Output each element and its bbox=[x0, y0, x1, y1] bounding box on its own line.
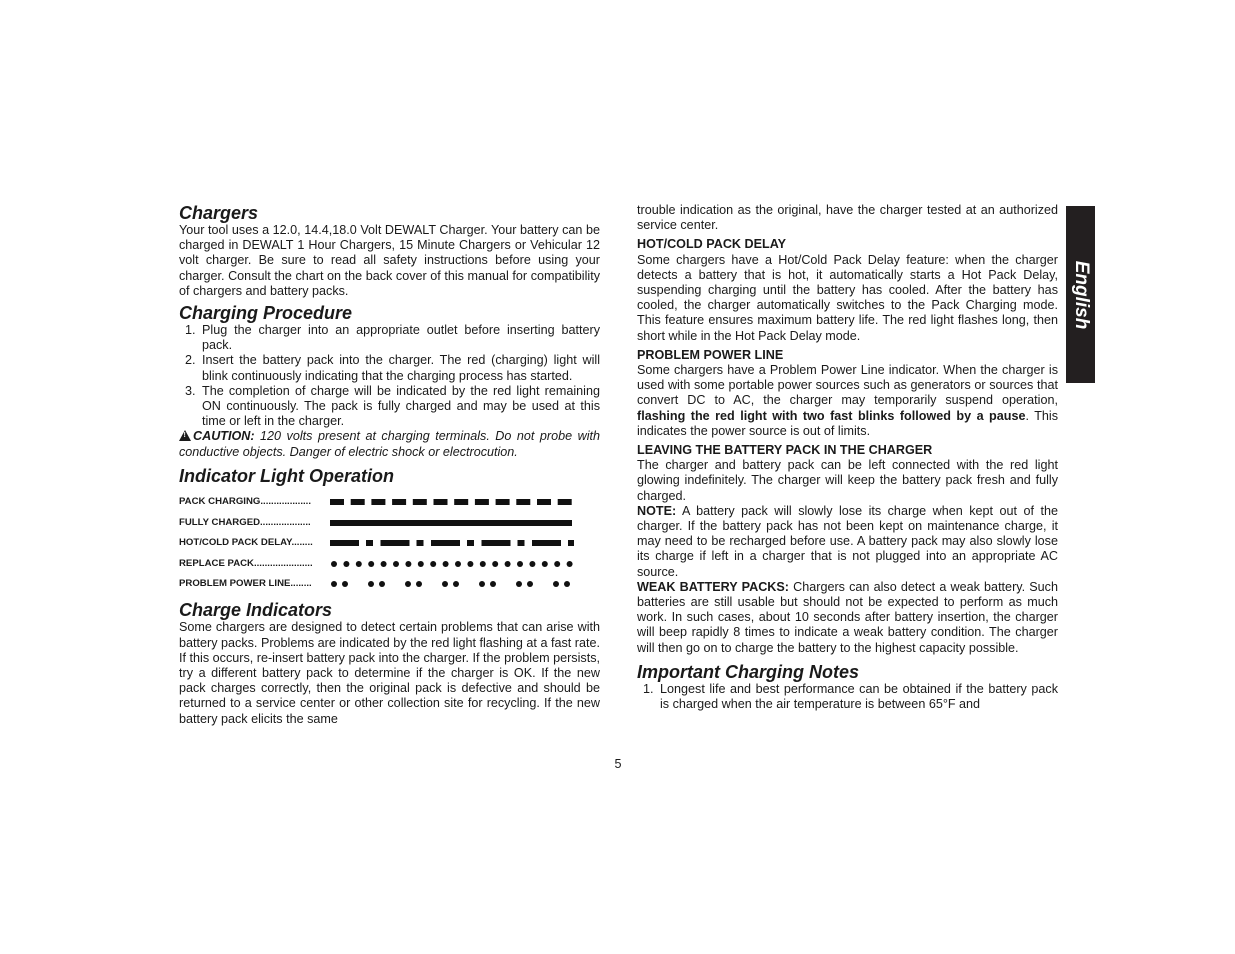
indicator-mark bbox=[527, 581, 533, 587]
indicator-mark bbox=[532, 540, 561, 546]
indicator-mark bbox=[368, 581, 374, 587]
hot-cold-body: Some chargers have a Hot/Cold Pack Delay feature: when the charger detects a battery that is hot, it automatically starts a Hot Pack Delay, suspending charging until the battery has cooled. After the battery has cooled, the charger automatically switches to the Pack Charging mode. This feature ensures maximum battery life. The red light flashes long, then short while in the Hot Pack Delay mode. bbox=[637, 252, 1058, 343]
indicator-mark bbox=[517, 561, 523, 567]
indicator-label: REPLACE PACK...................... bbox=[179, 557, 313, 569]
indicator-mark bbox=[537, 499, 551, 505]
indicator-mark bbox=[416, 581, 422, 587]
indicator-mark bbox=[516, 499, 530, 505]
indicator-mark bbox=[564, 581, 570, 587]
indicator-mark bbox=[490, 581, 496, 587]
indicator-mark bbox=[482, 540, 511, 546]
indicator-row bbox=[179, 512, 600, 533]
charging-procedure-steps bbox=[179, 323, 600, 429]
caution-note bbox=[179, 429, 600, 459]
indicator-mark bbox=[553, 581, 559, 587]
indicator-mark bbox=[356, 561, 362, 567]
indicator-mark bbox=[529, 561, 535, 567]
indicator-pattern-dash bbox=[330, 497, 574, 507]
indicator-mark bbox=[418, 561, 424, 567]
language-tab bbox=[1066, 206, 1095, 383]
important-notes-heading: Important Charging Notes bbox=[637, 661, 860, 682]
indicator-mark bbox=[368, 561, 374, 567]
indicator-mark bbox=[342, 581, 348, 587]
indicator-mark bbox=[405, 561, 411, 567]
indicator-mark bbox=[443, 561, 449, 567]
indicator-mark bbox=[379, 581, 385, 587]
indicator-label: HOT/COLD PACK DELAY........ bbox=[179, 537, 313, 549]
page-number: 5 bbox=[614, 757, 622, 771]
indicator-mark bbox=[417, 540, 424, 546]
indicator-mark bbox=[455, 561, 461, 567]
indicator-pattern-dots bbox=[330, 559, 574, 569]
procedure-step-2: 2. Insert the battery pack into the charger. The red (charging) light will blink continuously indicating that the charging process has started. bbox=[185, 353, 600, 383]
indicator-row bbox=[179, 533, 600, 554]
weak-battery-paragraph: WEAK BATTERY PACKS: Chargers can also detect a weak battery. Such batteries are still usable but should not be expected to perform as much work. In such cases, about 10 seconds after battery insertion, the charger will beep rapidly 8 times to indicate a weak battery condition. The charger will then go on to charge the battery to the highest capacity possible. bbox=[637, 579, 1058, 655]
hot-cold-heading: HOT/COLD PACK DELAY bbox=[637, 237, 787, 252]
indicator-mark bbox=[381, 561, 387, 567]
indicator-mark bbox=[434, 499, 448, 505]
indicator-mark bbox=[330, 520, 572, 526]
left-column bbox=[179, 203, 600, 727]
indicator-mark bbox=[454, 499, 468, 505]
indicator-mark bbox=[453, 581, 459, 587]
chargers-body: Your tool uses a 12.0, 14.4,18.0 Volt DEWALT Charger. Your battery can be charged in DEWALT 1 Hour Chargers, 15 Minute Chargers or Vehicular 12 volt charger. Be sure to read all safety instructions before using your charger. Consult the chart on the back cover of this manual for compatibility of chargers and battery packs. bbox=[179, 223, 600, 298]
indicator-mark bbox=[554, 561, 560, 567]
indicator-mark bbox=[475, 499, 489, 505]
indicator-mark bbox=[567, 561, 573, 567]
charge-indicators-heading: Charge Indicators bbox=[179, 600, 333, 621]
indicator-pattern-pairs bbox=[330, 579, 574, 589]
caution-text: 120 volts present at charging terminals. Do not probe with conductive objects. Danger of electric shock or electrocution. bbox=[179, 429, 600, 459]
indicator-row bbox=[179, 553, 600, 574]
indicator-mark bbox=[331, 581, 337, 587]
indicator-mark bbox=[558, 499, 572, 505]
procedure-step-3: 3. The completion of charge will be indicated by the red light remaining ON continuously. The pack is fully charged and may be used at this time or left in the charger. bbox=[185, 383, 600, 429]
indicator-label: PROBLEM POWER LINE........ bbox=[179, 578, 312, 590]
indicator-label: PACK CHARGING................... bbox=[179, 496, 312, 508]
leaving-heading: LEAVING THE BATTERY PACK IN THE CHARGER bbox=[637, 443, 933, 458]
chargers-heading: Chargers bbox=[179, 203, 259, 223]
notes-step-1: 1. Longest life and best performance can be obtained if the battery pack is charged when the air temperature is between 65°F and bbox=[643, 681, 1058, 712]
indicator-mark bbox=[442, 581, 448, 587]
indicator-mark bbox=[393, 561, 399, 567]
caution-label: CAUTION: bbox=[193, 429, 255, 444]
charge-indicators-body: Some chargers are designed to detect certain problems that can arise with battery packs. Problems are indicated by the red light flashing at a fast rate. If this occurs, re-insert battery pack into the charger. If the problem persists, try a different battery pack to determine if the charger is OK. If the new pack charges correctly, then the original pack is defective and should be returned to a service center or other collection site for recycling. If the new battery pack elicits the same bbox=[179, 620, 600, 726]
problem-power-heading: PROBLEM POWER LINE bbox=[637, 347, 784, 362]
continued-text: trouble indication as the original, have the charger tested at an authorized service center. bbox=[637, 203, 1058, 233]
indicator-mark bbox=[467, 540, 474, 546]
indicator-mark bbox=[430, 561, 436, 567]
indicator-mark bbox=[413, 499, 427, 505]
indicator-mark bbox=[381, 540, 410, 546]
indicator-mark bbox=[467, 561, 473, 567]
indicator-pattern-longshort bbox=[330, 538, 574, 548]
indicator-mark bbox=[371, 499, 385, 505]
indicator-mark bbox=[568, 540, 574, 546]
indicator-mark bbox=[331, 561, 337, 567]
indicator-mark bbox=[405, 581, 411, 587]
charging-procedure-heading: Charging Procedure bbox=[179, 303, 353, 324]
indicator-row bbox=[179, 492, 600, 513]
indicator-mark bbox=[480, 561, 486, 567]
indicator-mark bbox=[496, 499, 510, 505]
indicator-mark bbox=[351, 499, 365, 505]
right-column bbox=[637, 203, 1058, 712]
leaving-body: The charger and battery pack can be left connected with the red light glowing indefinitely. The charger will keep the battery pack fresh and fully charged. bbox=[637, 458, 1058, 503]
indicator-mark bbox=[343, 561, 349, 567]
indicator-mark bbox=[392, 499, 406, 505]
indicator-mark bbox=[366, 540, 373, 546]
indicator-label: FULLY CHARGED................... bbox=[179, 516, 311, 528]
indicator-row bbox=[179, 574, 600, 595]
indicator-mark bbox=[542, 561, 548, 567]
language-tab-label: English bbox=[1070, 260, 1092, 329]
indicator-mark bbox=[518, 540, 525, 546]
indicator-table bbox=[179, 492, 600, 595]
indicator-mark bbox=[516, 581, 522, 587]
indicator-mark bbox=[505, 561, 511, 567]
indicator-mark bbox=[431, 540, 460, 546]
indicator-mark bbox=[492, 561, 498, 567]
indicator-heading: Indicator Light Operation bbox=[179, 465, 394, 486]
procedure-step-1: 1. Plug the charger into an appropriate outlet before inserting battery pack. bbox=[185, 323, 600, 353]
indicator-pattern-solid bbox=[330, 518, 574, 528]
indicator-mark bbox=[330, 540, 359, 546]
problem-power-body: Some chargers have a Problem Power Line indicator. When the charger is used with some portable power sources such as generators or sources that convert DC to AC, the charger may temporarily suspend operation, flashing the red light with two fast blinks followed by a pause. This indicates the power source is out of limits. bbox=[637, 363, 1058, 438]
indicator-mark bbox=[330, 499, 344, 505]
indicator-mark bbox=[479, 581, 485, 587]
important-notes-steps bbox=[637, 682, 1058, 712]
warning-triangle-icon bbox=[179, 430, 191, 441]
note-paragraph: NOTE: A battery pack will slowly lose its charge when kept out of the charger. If the battery pack has not been kept on maintenance charge, it may need to be recharged before use. A battery pack may also slowly lose its charge if left in a charger that is not plugged into an appropriate AC source. bbox=[637, 503, 1058, 579]
